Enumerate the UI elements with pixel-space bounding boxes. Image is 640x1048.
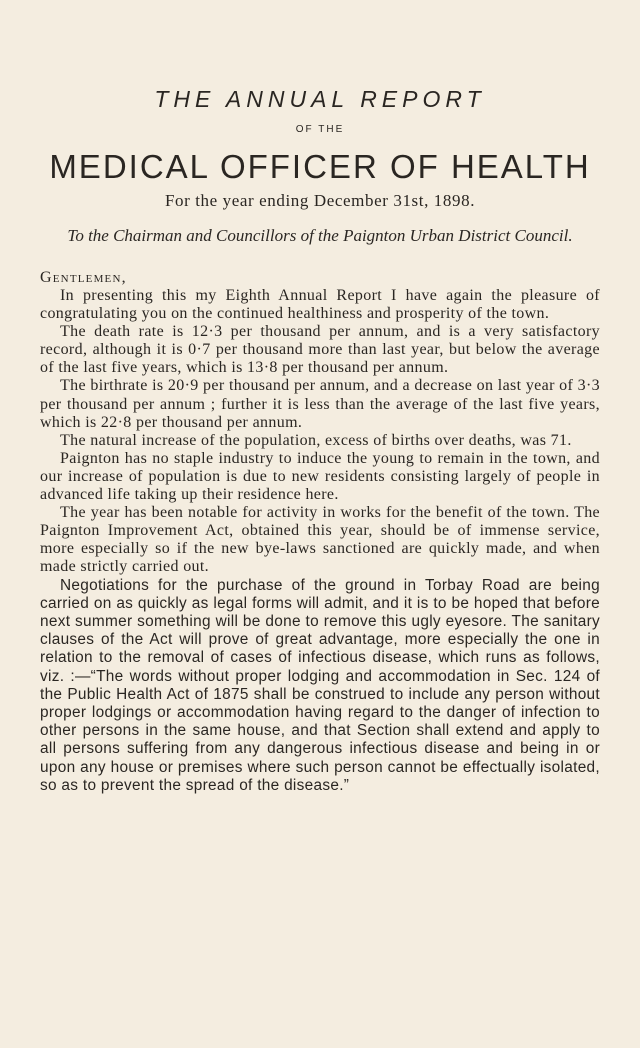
address-line: To the Chairman and Councillors of the Paignton Urban District Council. xyxy=(67,226,573,245)
paragraph-6: The year has been notable for activity in works for the benefit of the town. The Paignton Improvement Act, obtained this year, should be of immense service, more especially so if the new bye-laws sanctioned are quickly made, and when made strictly carried out. xyxy=(40,504,600,576)
report-title: THE ANNUAL REPORT xyxy=(154,86,486,112)
salutation: Gentlemen, xyxy=(40,269,127,286)
paragraph-7: Negotiations for the purchase of the ground in Torbay Road are being carried on as quickly as legal forms will admit, and it is to be hoped that before next summer something will be done to remove this ugly eyesore. The sanitary clauses of the Act will prove of great advantage, more especially the one in relation to the removal of cases of infectious disease, which runs as follows, viz. :—“The words without proper lodging and accommodation in Sec. 124 of the Public Health Act of 1875 shall be construed to include any person without proper lodgings or accommodation having regard to the danger of infection to other persons in the same house, and that Section shall extend and apply to all persons suffering from any dangerous infectious disease and being in or upon any house or premises where such person cannot be effectually isolated, so as to prevent the spread of the disease.” xyxy=(40,576,600,794)
paragraph-2: The death rate is 12·3 per thousand per annum, and is a very satisfactory record, although it is 0·7 per thousand more than last year, but below the average of the last five years, which is 13·8 per thousand per annum. xyxy=(40,323,600,377)
of-the-line: OF THE xyxy=(295,124,345,135)
report-body xyxy=(40,287,600,795)
year-line: For the year ending December 31st, 1898. xyxy=(164,191,476,210)
paragraph-1: In presenting this my Eighth Annual Report I have again the pleasure of congratulating you on the continued healthiness and prosperity of the town. xyxy=(40,287,600,323)
paragraph-3: The birthrate is 20·9 per thousand per annum, and a decrease on last year of 3·3 per thousand per annum ; further it is less than the average of the last five years, which is 22·8 per thousand per annum. xyxy=(40,377,600,431)
paragraph-5: Paignton has no staple industry to induce the young to remain in the town, and our increase of population is due to new residents consisting largely of people in advanced life taking up their residence here. xyxy=(40,449,600,504)
report-heading: MEDICAL OFFICER OF HEALTH xyxy=(49,148,591,185)
paragraph-4: The natural increase of the population, excess of births over deaths, was 71. xyxy=(60,431,572,449)
